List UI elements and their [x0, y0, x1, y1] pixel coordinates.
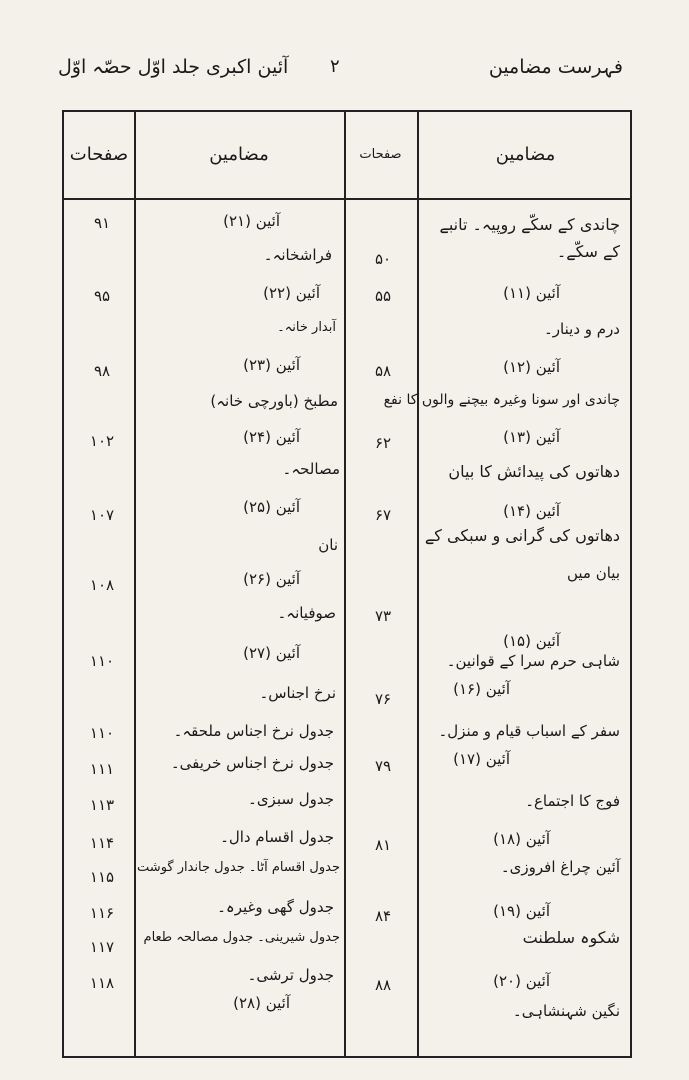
left-entry: جدول سبزی۔ [248, 790, 334, 808]
left-page-number: ۱۱۰ [89, 724, 115, 742]
left-page-number: ۱۱۳ [89, 796, 115, 814]
left-entry: جدول ترشی۔ [247, 966, 334, 984]
right-entry: آئین (۱۸) [493, 830, 550, 848]
mid-page-number: ۶۷ [374, 506, 392, 524]
left-entry: جدول اقسام آٹا۔ جدول جاندار گوشت [137, 860, 340, 875]
left-entry: جدول نرخ اجناس ملحقہ۔ [173, 722, 334, 740]
left-entry: مصالحہ۔ [282, 460, 340, 478]
right-entry: آئین (۱۶) [453, 680, 510, 698]
right-entry: آئین (۲۰) [493, 972, 550, 990]
right-entry: چاندی کے سکّے روپیہ۔ تانبے [439, 215, 620, 234]
right-entry: درم و دینار۔ [544, 320, 620, 338]
right-entry: آئین چراغ افروزی۔ [500, 858, 620, 876]
contents-table [62, 110, 632, 1058]
header-book-title: آئین اکبری جلد اوّل حصّہ اوّل [58, 56, 289, 78]
left-entry: نان [318, 536, 338, 554]
left-page-number: ۱۱۰ [89, 652, 115, 670]
left-entry: آئین (۲۸) [233, 994, 290, 1012]
mid-page-number: ۸۸ [374, 976, 392, 994]
column-header-subjects-right: مضامین [495, 144, 556, 165]
left-entry: فراشخانہ۔ [263, 246, 332, 264]
left-page-number: ۱۱۷ [89, 938, 115, 956]
column-header-pages-mid: صفحات [359, 147, 402, 162]
right-entry: آئین (۱۲) [503, 358, 560, 376]
right-entry: آئین (۱۱) [503, 284, 560, 302]
left-page-number: ۹۵ [93, 287, 111, 305]
left-page-number: ۱۰۲ [89, 432, 115, 450]
header-contents-title: فہرست مضامین [488, 56, 623, 78]
header-divider [64, 198, 630, 200]
column-divider-2 [344, 112, 346, 1056]
left-page-number: ۹۱ [93, 214, 111, 232]
left-page-number: ۱۱۶ [89, 904, 115, 922]
right-entry: آئین (۱۳) [503, 428, 560, 446]
left-entry: جدول شیرینی۔ جدول مصالحہ طعام [143, 930, 340, 945]
left-page-number: ۱۱۵ [89, 868, 115, 886]
right-entry: چاندی اور سونا وغیرہ بیچنے والوں کا نفع [383, 392, 620, 408]
column-header-subjects-left: مضامین [209, 144, 269, 165]
mid-page-number: ۷۹ [374, 757, 392, 775]
mid-page-number: ۸۱ [374, 836, 392, 854]
right-entry: شکوہ سلطنت [522, 928, 620, 947]
mid-page-number: ۷۳ [374, 607, 392, 625]
left-entry: آبدار خانہ۔ [277, 320, 336, 335]
left-entry: آئین (۲۳) [243, 356, 300, 374]
left-page-number: ۱۱۱ [89, 760, 115, 778]
right-entry: دھاتوں کی گرانی و سبکی کے [424, 526, 620, 545]
left-entry: آئین (۲۲) [263, 284, 320, 302]
left-page-number: ۱۱۴ [89, 834, 115, 852]
left-page-number: ۱۰۸ [89, 576, 115, 594]
left-entry: صوفیانہ۔ [277, 604, 336, 622]
left-entry: آئین (۲۵) [243, 498, 300, 516]
right-entry: آئین (۱۹) [493, 902, 550, 920]
column-divider-3 [417, 112, 419, 1056]
left-entry: جدول نرخ اجناس خریفی۔ [170, 754, 334, 772]
right-entry: دھاتوں کی پیدائش کا بیان [448, 462, 620, 481]
right-entry: شاہی حرم سرا کے قوانین۔ [446, 652, 620, 670]
column-header-pages-left: صفحات [69, 144, 129, 165]
right-entry: کے سکّے۔ [556, 242, 620, 261]
left-entry: جدول اقسام دال۔ [220, 828, 334, 846]
right-entry: آئین (۱۴) [503, 502, 560, 520]
right-entry: آئین (۱۷) [453, 750, 510, 768]
left-entry: مطبخ (باورچی خانہ) [210, 392, 338, 410]
left-entry: جدول گھی وغیرہ۔ [217, 898, 334, 916]
mid-page-number: ۵۵ [374, 287, 392, 305]
mid-page-number: ۶۲ [374, 434, 392, 452]
left-page-number: ۱۱۸ [89, 974, 115, 992]
right-entry: سفر کے اسباب قیام و منزل۔ [438, 722, 620, 740]
header-page-number: ۲ [330, 56, 340, 77]
column-divider-1 [134, 112, 136, 1056]
left-page-number: ۱۰۷ [89, 506, 115, 524]
right-entry: بیان میں [566, 564, 620, 582]
right-entry: آئین (۱۵) [503, 632, 560, 650]
left-entry: آئین (۲۴) [243, 428, 300, 446]
mid-page-number: ۵۸ [374, 362, 392, 380]
right-entry: نگین شہنشاہی۔ [512, 1002, 620, 1020]
left-entry: آئین (۲۷) [243, 644, 300, 662]
left-entry: آئین (۲۶) [243, 570, 300, 588]
left-page-number: ۹۸ [93, 362, 111, 380]
right-entry: فوج کا اجتماع۔ [525, 792, 620, 810]
mid-page-number: ۷۶ [374, 690, 392, 708]
mid-page-number: ۵۰ [374, 250, 392, 268]
left-entry: آئین (۲۱) [223, 212, 280, 230]
mid-page-number: ۸۴ [374, 907, 392, 925]
left-entry: نرخ اجناس۔ [259, 684, 336, 702]
